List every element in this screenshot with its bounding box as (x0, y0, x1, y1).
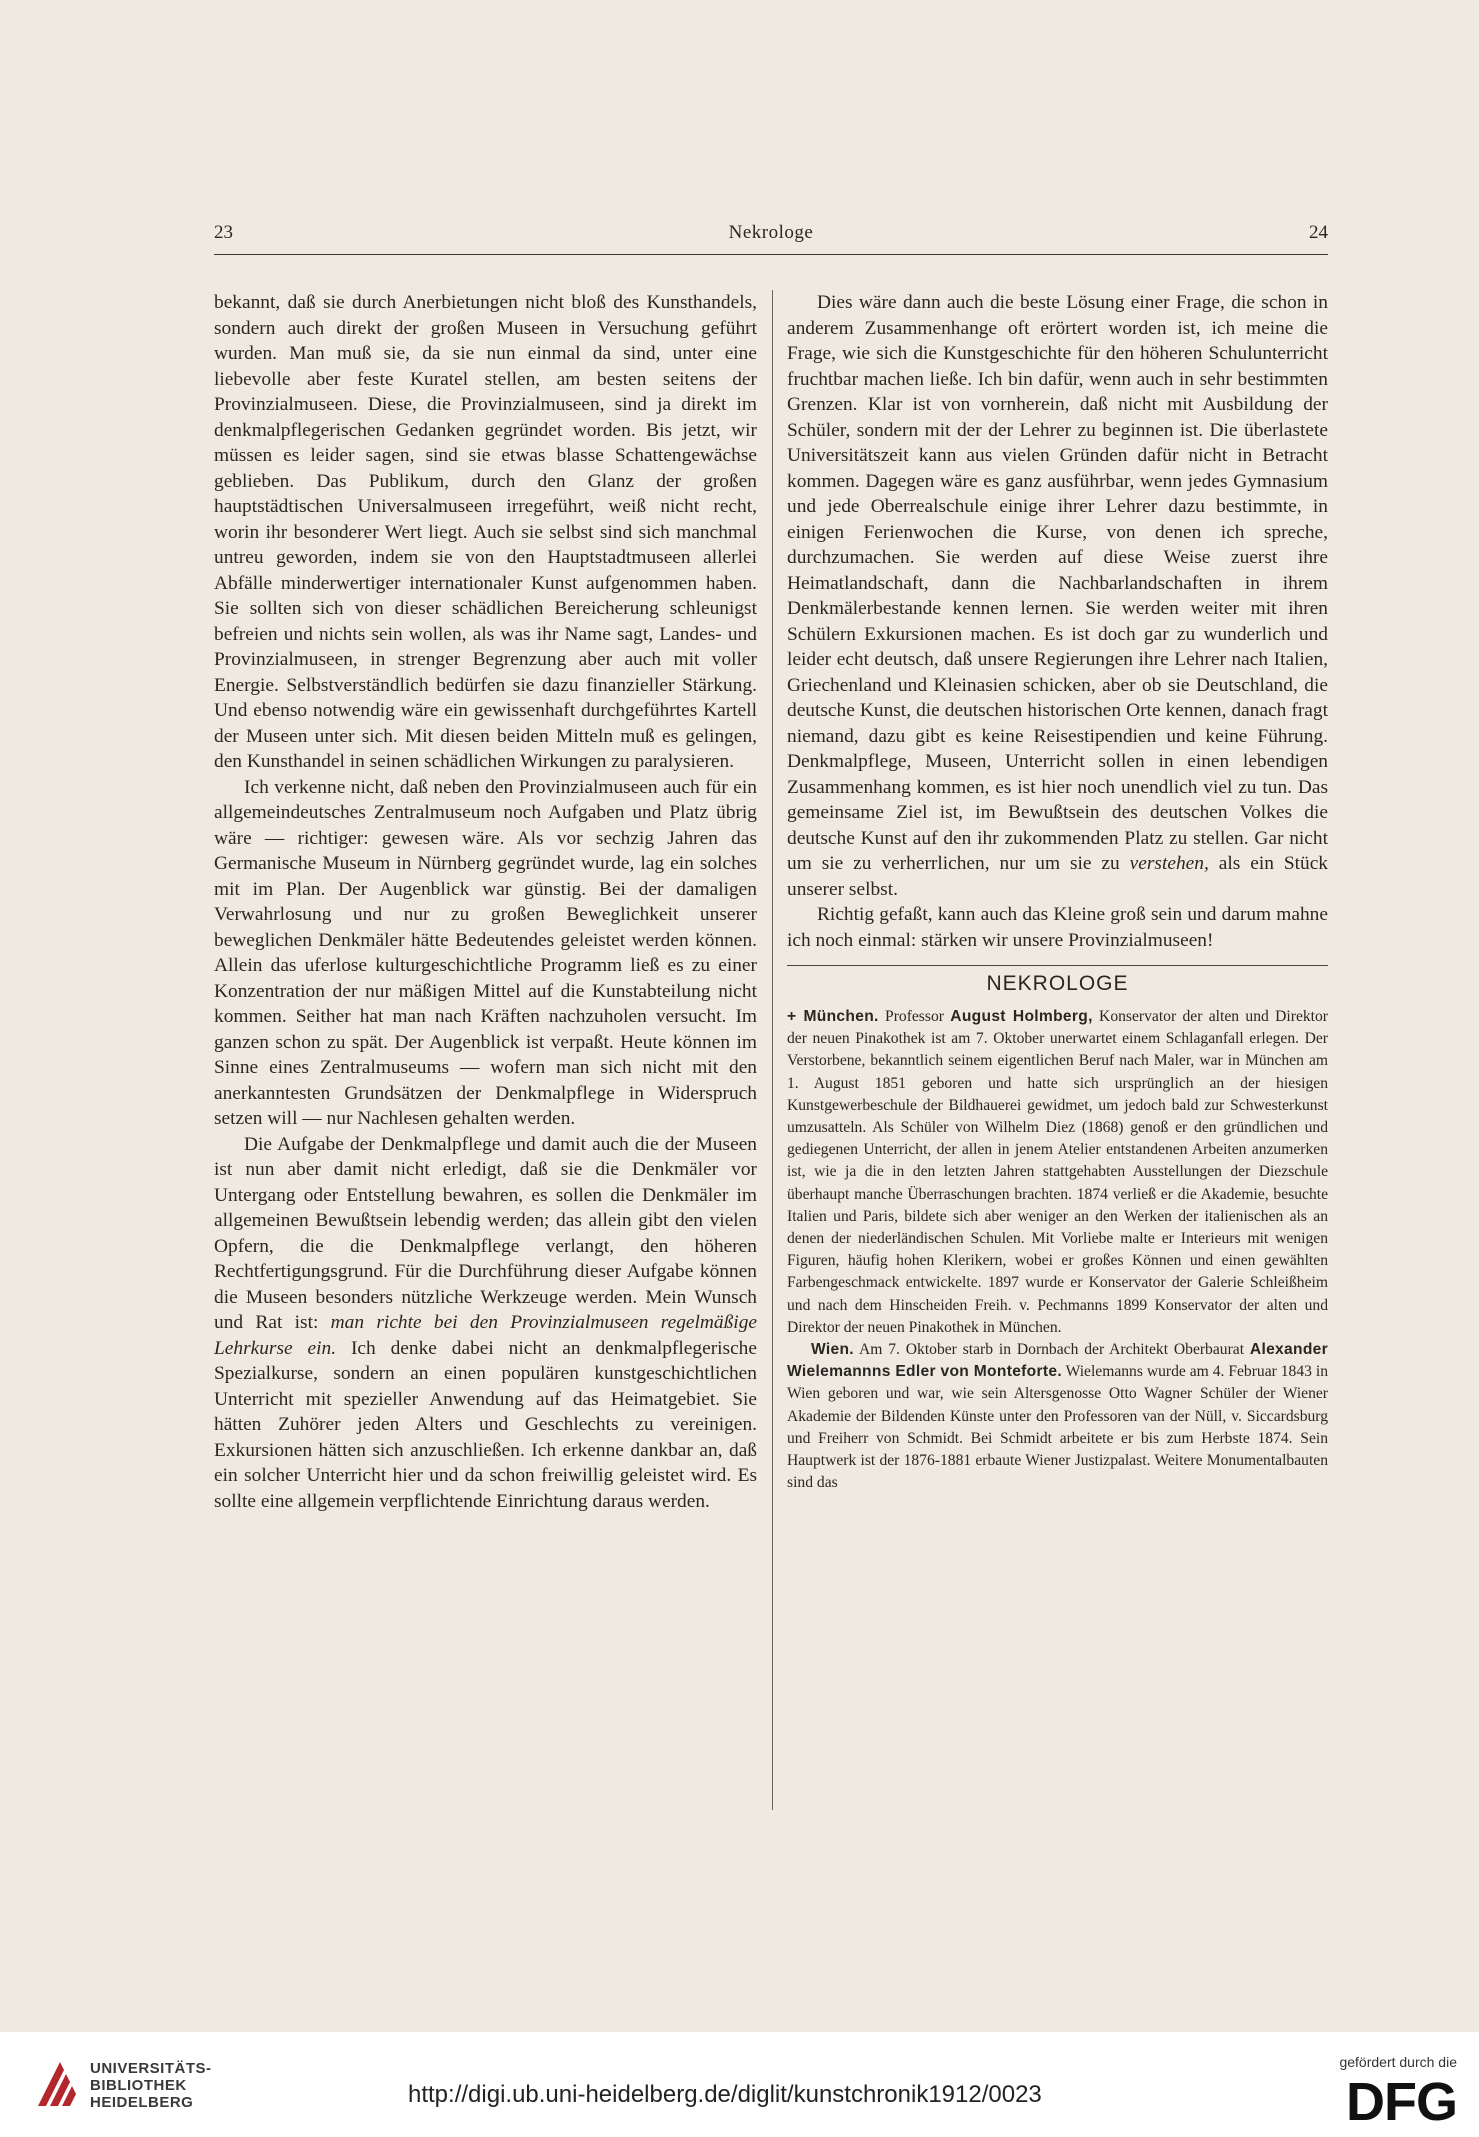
funded-by-label: gefördert durch die (1339, 2054, 1457, 2070)
paragraph-text: Die Aufgabe der Denkmalpflege und damit auch die der Museen ist nun aber damit nicht erledigt, daß sie die Denkmäler vor Untergang oder Entstellung bewahren, es sollen die Denkmäler im allgemeinen Bewußtsein lebendig werden; das allein gibt den vielen Opfern, die die Denkmalpflege verlangt, den höheren Rechtfertigungsgrund. Für die Durchführung dieser Aufgabe können die Museen besonders nützliche Werkzeuge werden. Mein Wunsch und Rat ist: (214, 1133, 757, 1333)
obituary-person: Alexander Wielemannns Edler von Monteforte. (787, 1341, 1328, 1381)
paragraph: bekannt, daß sie durch Anerbietungen nicht bloß des Kunsthandels, sondern auch direkt der großen Museen in Versuchung geführt wurden. Man muß sie, da sie nun einmal da sind, unter eine liebevolle aber feste Kuratel stellen, am besten seitens der Provinzialmuseen. Diese, die Provinzialmuseen, sind ja direkt im denkmalpflegerischen Gedanken gegründet worden. Bis jetzt, wir müssen es leider sagen, sind sie etwas blasse Schattengewächse geblieben. Das Publikum, durch den Glanz der großen hauptstädtischen Universalmuseen irregeführt, weiß nicht recht, worin ihr besonderer Wert liegt. Auch sie selbst sind sich manchmal untreu geworden, indem sie von den Hauptstadtmuseen allerlei Abfälle minderwertiger internationaler Kunst aufgenommen haben. Sie sollten sich von dieser schädlichen Bereicherung schleunigst befreien und nichts sein wollen, als was ihr Name sagt, Landes- und Provinzialmuseen, in strenger Begrenzung aber auch mit voller Energie. Selbstverständlich bedürfen sie dazu finanzieller Stärkung. Und ebenso notwendig wäre ein gewissenhaft durchgeführtes Kartell der Museen unter sich. Mit diesen beiden Mitteln muß es gelingen, den Kunsthandel in seinen schädlichen Wirkungen zu paralysieren. (214, 292, 757, 772)
library-name-line: HEIDELBERG (90, 2094, 194, 2111)
obituary-person: August Holmberg, (950, 1008, 1093, 1025)
paragraph (214, 1132, 757, 1515)
obituary-text: Professor (878, 1008, 951, 1025)
section-divider (787, 965, 1328, 966)
paragraph (787, 290, 1328, 902)
obituary-text: Konservator der alten und Direktor der neuen Pinakothek ist am 7. Oktober unerwartet einem Schlaganfall erlegen. Der Verstorbene, bekanntlich seinem eigentlichen Beruf nach Maler, war in München am 1. August 1851 geboren und hatte sich ursprünglich an der hiesigen Kunstgewerbeschule der Bildhauerei gewidmet, um jedoch bald zur Schwesterkunst umzusatteln. Als Schüler von Wilhelm Diez (1868) genoß er den gründlichen und gediegenen Unterricht, der allen in jenem Atelier entstandenen Arbeiten anzumerken ist, wie ja die in den letzten Jahren stattgehabten Ausstellungen der Diezschule überhaupt manche Überraschungen brachten. 1874 verließ er die Akademie, besuchte Italien und Paris, bildete sich aber weniger an den Werken der italienischen als an denen der niederländischen Schulen. Mit Vorliebe malte er Interieurs mit wenigen Figuren, häufig hohen Klerikern, wobei er großes Können und einen gewählten Farbengeschmack entwickelte. 1897 wurde er Konservator der Galerie Schleißheim und nach dem Hinscheiden Freih. v. Pechmanns 1899 Konservator der alten und Direktor der neuen Pinakothek in München. (787, 1008, 1328, 1336)
library-name-line: BIBLIOTHEK (90, 2077, 187, 2094)
page-header (214, 220, 1328, 255)
emphasized-text: man richte bei den Provinzialmuseen regelmäßige Lehrkurse ein. (214, 1312, 757, 1359)
paragraph: Richtig gefaßt, kann auch das Kleine groß sein und darum mahne ich noch einmal: stärken wir unsere Provinzialmuseen! (787, 904, 1328, 951)
page-number-left: 23 (214, 222, 233, 243)
paragraph: Ich verkenne nicht, daß neben den Provinzialmuseen auch für ein allgemeindeutsches Zentralmuseum noch Aufgaben und Platz übrig wäre — richtiger: gewesen wäre. Als vor sechzig Jahren das Germanische Museum in Nürnberg gegründet wurde, lag ein solches mit im Plan. Der Augenblick war günstig. Bei der damaligen Verwahrlosung und nur zu großen Beweglichkeit unserer beweglichen Denkmäler hätte Bedeutendes geleistet werden können. Allein das uferlose kulturgeschichtliche Programm ließ es zu einer Konzentration der nur mäßigen Mittel auf die Kunstabteilung nicht kommen. Seither hat man nach Kräften nachzuholen versucht. Im ganzen schon zu spät. Der Augenblick ist verpaßt. Heute können im Sinne eines Zentralmuseums — wofern man sich nicht mit den anerkanntesten Grundsätzen der Denkmalpflege in Widerspruch setzen will — nur Nachlesen gehalten werden. (214, 776, 757, 1129)
obituary-place: + München. (787, 1008, 879, 1025)
right-column (787, 290, 1328, 1494)
source-url-link[interactable]: http://digi.ub.uni-heidelberg.de/diglit/kunstchronik1912/0023 (408, 2081, 1042, 2108)
library-logo-icon (34, 2054, 84, 2114)
digitization-footer (0, 2032, 1479, 2137)
obituary-entry (787, 1006, 1328, 1339)
obituary-text: Am 7. Oktober starb in Dornbach der Architekt Oberbaurat (853, 1341, 1250, 1359)
paragraph-text: als ein Stück unserer selbst. (787, 853, 1328, 900)
dfg-logo: DFG (1346, 2072, 1457, 2132)
page-number-right: 24 (1309, 222, 1328, 243)
library-name-line: UNIVERSITÄTS- (90, 2060, 212, 2077)
section-title: NEKROLOGE (986, 972, 1129, 995)
paragraph-text: Ich denke dabei nicht an denkmalpflegerische Spezialkurse, sondern an einen populären kunstgeschichtlichen Unterricht mit spezieller Anwendung auf das Heimatgebiet. Sie hätten Zuhörer jeden Alters und Geschlechts zu vereinigen. Exkursionen hätten sich anzuschließen. Ich erkenne dankbar an, daß ein solcher Unterricht hier und da schon freiwillig geleistet wird. Es sollte eine allgemein verpflichtende Einrichtung daraus werden. (214, 1337, 757, 1512)
obituary-text: Wielemanns wurde am 4. Februar 1843 in Wien geboren und war, wie sein Altersgenosse Otto Wagner Schüler der Wiener Akademie der Bildenden Künste unter den Professoren van der Nüll, v. Siccardsburg und Freiherr von Schmidt. Bei Schmidt arbeitete er bis zum Herbste 1874. Sein Hauptwerk ist der 1876-1881 erbaute Wiener Justizpalast. Weitere Monumentalbauten sind das (787, 1363, 1328, 1492)
emphasized-text: verstehen, (1129, 853, 1209, 874)
paragraph-text: Dies wäre dann auch die beste Lösung einer Frage, die schon in anderem Zusammenhange oft erörtert worden ist, ich meine die Frage, wie sich die Kunstgeschichte für den höheren Schulunterricht fruchtbar machen ließe. Ich bin dafür, wenn auch in sehr bestimmten Grenzen. Klar ist von vornherein, daß nicht mit Ausbildung der Schüler, sondern mit der der Lehrer zu beginnen ist. Die überlastete Universitätszeit kann aus vielen Gründen dafür nicht in Betracht kommen. Dagegen wäre es ganz ausführbar, wenn jedes Gymnasium und jede Oberrealschule einige ihrer Lehrer dazu bestimmte, in einigen Ferienwochen die Kurse, von denen ich spreche, durchzumachen. Sie werden auf diese Weise zuerst ihre Heimatlandschaft, dann die Nachbarlandschaften in ihrem Denkmälerbestande kennen lernen. Sie werden weiter mit ihren Schülern Exkursionen machen. Es ist doch gar zu wunderlich und leider echt deutsch, daß unsere Regierungen ihre Lehrer nach Italien, Griechenland und Kleinasien schicken, aber ob sie Deutschland, die deutsche Kunst, die deutschen historischen Orte kennen, danach fragt niemand, dazu gibt es keine Reisestipendien und keine Führung. Denkmalpflege, Museen, Unterricht sollen in einen lebendigen Zusammenhang kommen, es ist hier noch unendlich viel zu tun. Das gemeinsame Ziel ist, im Bewußtsein des deutschen Volkes die deutsche Kunst auf den ihr zukommenden Platz zu stellen. Gar nicht um sie zu verherrlichen, nur um sie zu (787, 292, 1328, 874)
column-divider (772, 290, 773, 1810)
left-column (214, 290, 757, 1514)
library-name (90, 2060, 212, 2111)
obituary-entry (787, 1339, 1328, 1494)
running-title: Nekrologe (728, 222, 814, 243)
obituary-place: Wien. (811, 1341, 854, 1359)
